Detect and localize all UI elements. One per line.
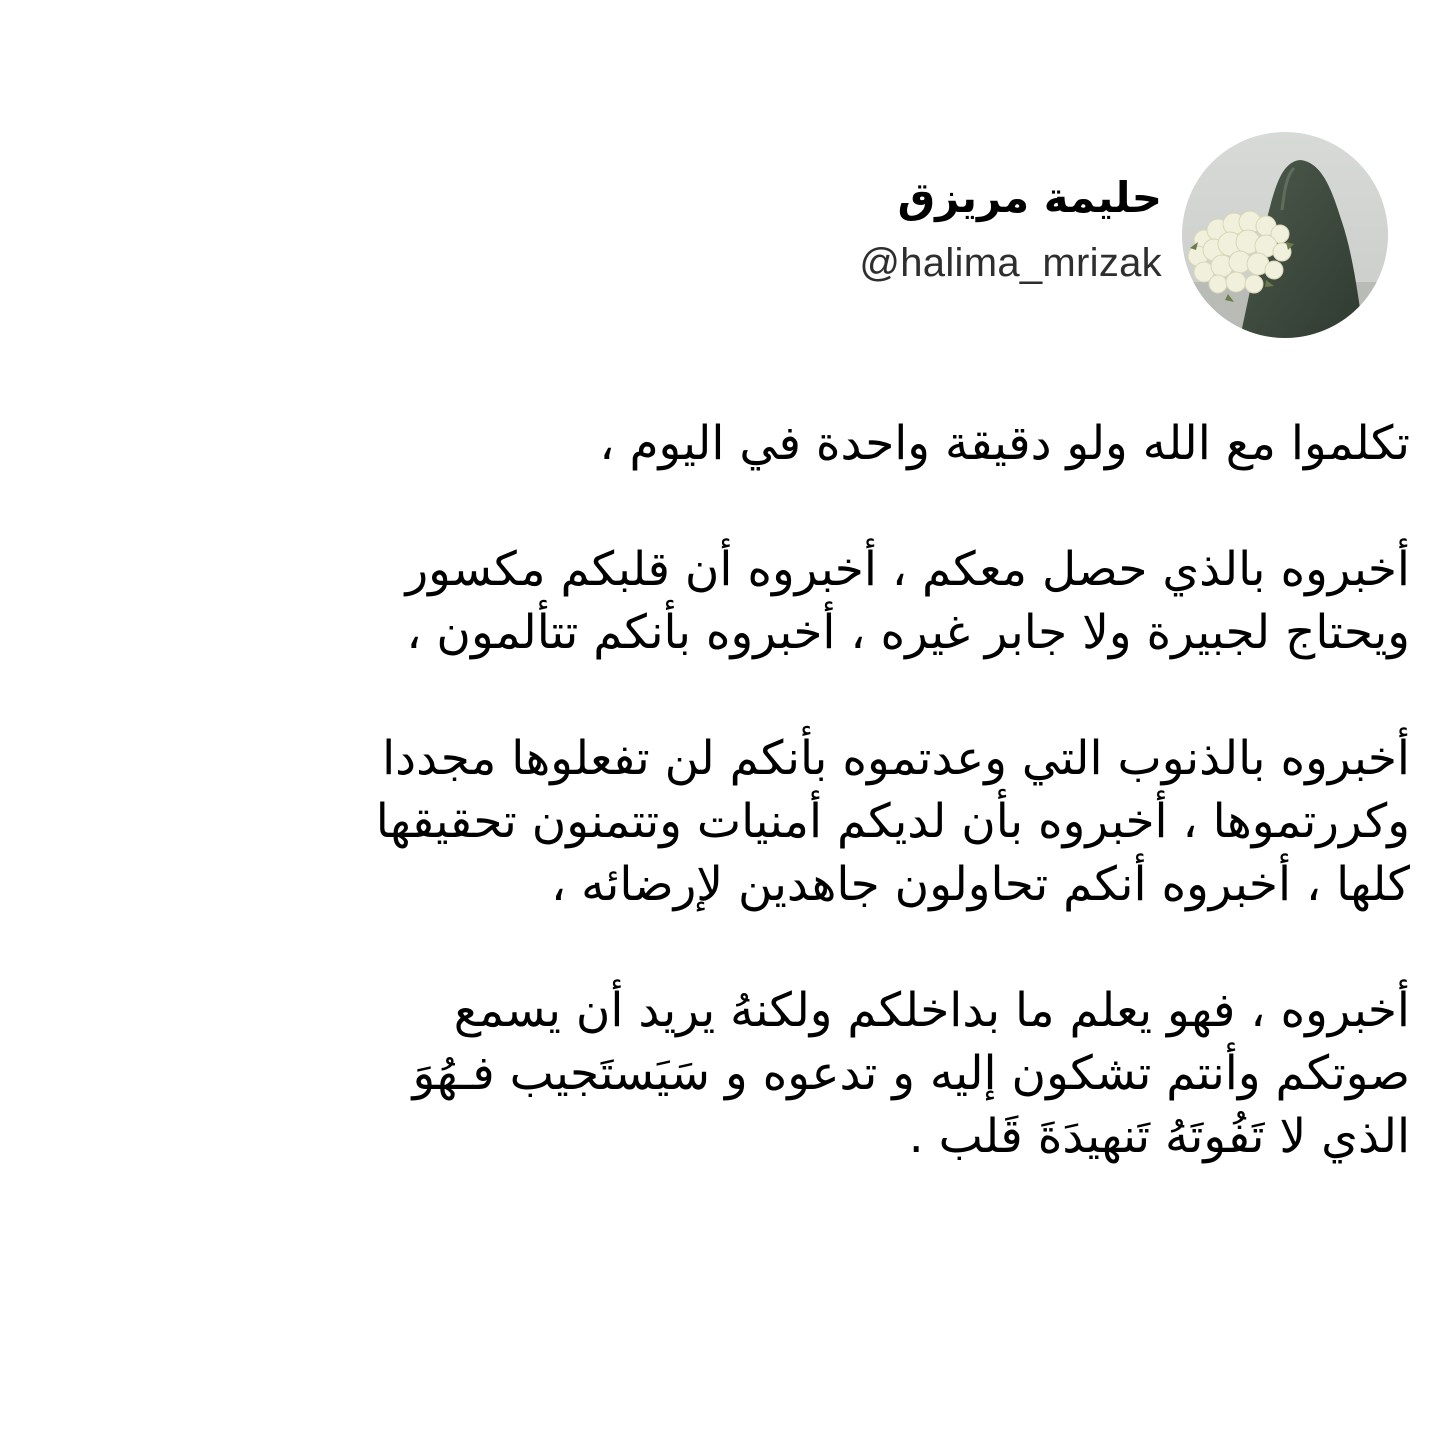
- tweet-text: [20, 412, 1410, 1231]
- text-line: أخبروه بالذنوب التي وعدتموه بأنكم لن تفعلوها مجددا: [382, 731, 1410, 786]
- paragraph-1: [20, 412, 1410, 475]
- text-line: صوتكم وأنتم تشكون إليه و تدعوه و سَيَستَجيب فـهُوَ: [412, 1046, 1410, 1101]
- paragraph-3: [20, 727, 1410, 916]
- text-line: أخبروه ، فهو يعلم ما بداخلكم ولكنهُ يريد أن يسمع: [453, 983, 1410, 1038]
- paragraph-2: [20, 538, 1410, 664]
- text-line: الذي لا تَفُوتَهُ تَنهيدَةَ قَلب .: [908, 1109, 1410, 1164]
- author-identity: [859, 172, 1162, 286]
- display-name[interactable]: حليمة مريزق: [897, 172, 1162, 222]
- text-line: وكررتموها ، أخبروه بأن لديكم أمنيات وتتمنون تحقيقها: [375, 794, 1410, 849]
- text-line: ويحتاج لجبيرة ولا جابر غيره ، أخبروه بأنكم تتألمون ،: [406, 605, 1410, 660]
- avatar[interactable]: [1182, 132, 1388, 338]
- text-line: أخبروه بالذي حصل معكم ، أخبروه أن قلبكم مكسور: [405, 542, 1410, 597]
- profile-photo-icon: [1182, 132, 1388, 338]
- text-line: تكلموا مع الله ولو دقيقة واحدة في اليوم ،: [599, 416, 1410, 471]
- paragraph-4: [20, 979, 1410, 1168]
- tweet-header: [859, 132, 1388, 338]
- user-handle[interactable]: @halima_mrizak: [859, 241, 1162, 286]
- text-line: كلها ، أخبروه أنكم تحاولون جاهدين لإرضائه ،: [550, 857, 1410, 912]
